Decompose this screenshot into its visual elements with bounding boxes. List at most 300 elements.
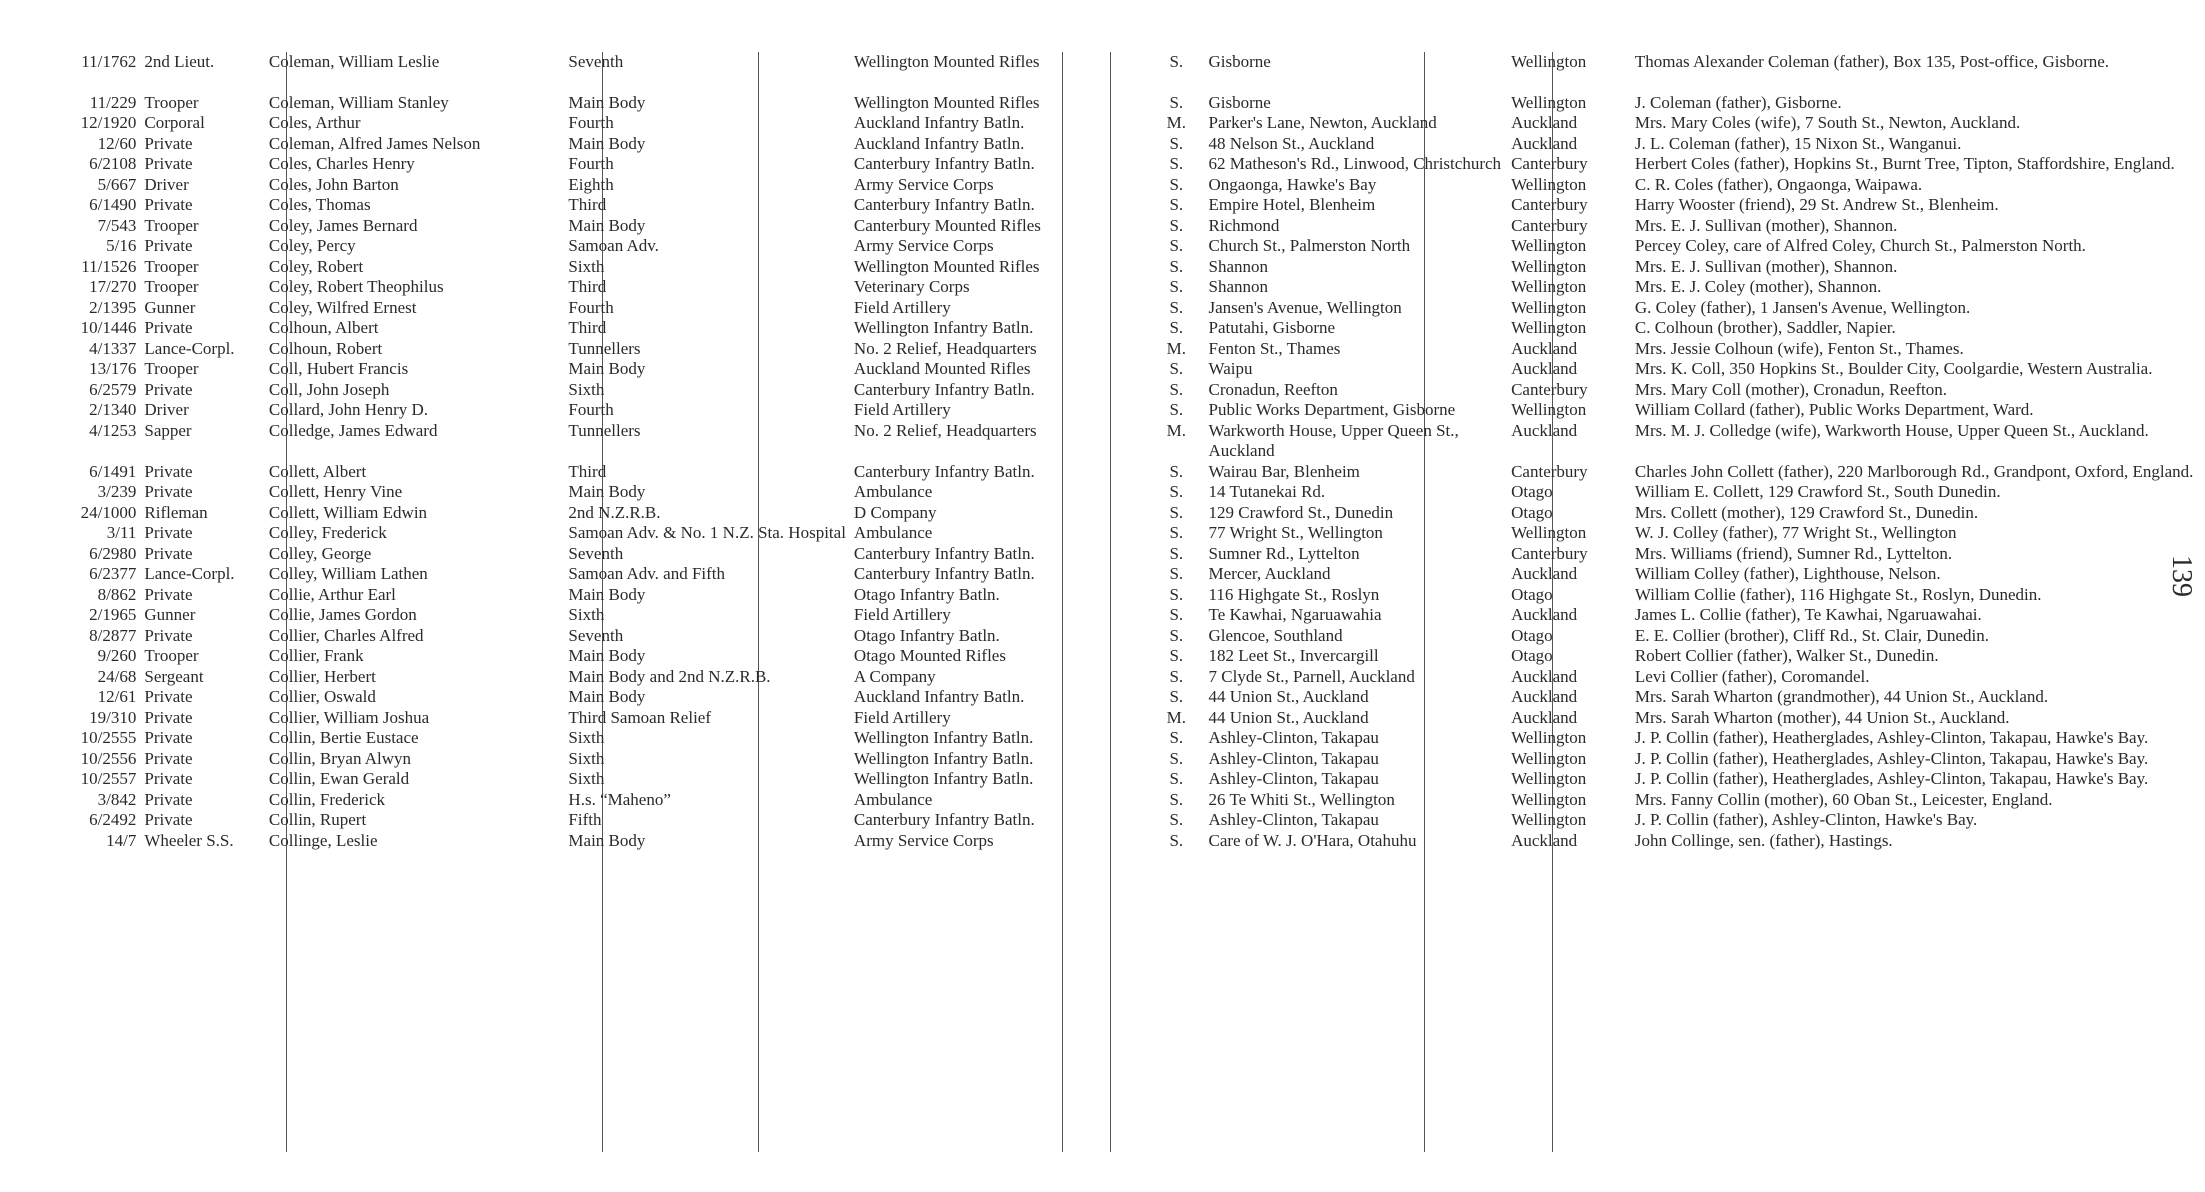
draft-unit: Sixth: [568, 256, 605, 276]
regimental-number: 4/1253: [89, 420, 137, 440]
corps: Army Service Corps: [853, 236, 994, 255]
rank: Private: [144, 728, 193, 747]
rank: Trooper: [144, 256, 199, 276]
last-address: Ashley-Clinton, Takapau: [1208, 769, 1379, 788]
table-row: [48, 523, 2205, 544]
soldier-name: Colhoun, Albert: [268, 318, 379, 337]
last-address: Care of W. J. O'Hara, Otahuhu: [1208, 830, 1417, 850]
table-row: [48, 277, 2205, 298]
marital-status: S.: [1169, 769, 1184, 788]
regimental-number: 6/2377: [89, 564, 137, 583]
next-of-kin: Mrs. M. J. Colledge (wife), Warkworth House, Upper Queen St., Auckland.: [1634, 420, 2149, 440]
regimental-number: 5/667: [97, 174, 137, 194]
regimental-number: 17/270: [89, 277, 137, 296]
marital-status: S.: [1169, 789, 1184, 809]
regimental-number: 5/16: [106, 236, 137, 255]
draft-unit: Third: [568, 318, 607, 337]
soldier-name: Colley, Frederick: [268, 523, 387, 542]
draft-unit: Samoan Adv. and Fifth: [568, 564, 726, 583]
rank: 2nd Lieut.: [144, 52, 215, 71]
soldier-name: Collin, Bertie Eustace: [268, 728, 419, 747]
corps: Otago Infantry Batln.: [853, 625, 1000, 645]
rank: Sapper: [144, 420, 192, 440]
military-district: Wellington: [1511, 318, 1587, 337]
rank: Private: [144, 687, 193, 706]
last-address: Patutahi, Gisborne: [1208, 318, 1336, 337]
nominal-roll-table: [48, 52, 2205, 851]
rank: Private: [144, 584, 193, 604]
corps: No. 2 Relief, Headquarters: [853, 420, 1037, 440]
corps: Canterbury Infantry Batln.: [853, 154, 1035, 173]
marital-status: S.: [1169, 154, 1184, 173]
soldier-name: Collett, William Edwin: [268, 502, 428, 522]
draft-unit: 2nd N.Z.R.B.: [568, 502, 661, 522]
next-of-kin: Thomas Alexander Coleman (father), Box 135, Post-office, Gisborne.: [1634, 52, 2110, 71]
soldier-name: Collie, James Gordon: [268, 605, 417, 624]
corps: No. 2 Relief, Headquarters: [853, 338, 1037, 358]
military-district: Auckland: [1511, 605, 1578, 624]
last-address: Ongaonga, Hawke's Bay: [1208, 174, 1377, 194]
regimental-number: 10/2557: [80, 769, 137, 788]
draft-unit: Fifth: [568, 810, 602, 829]
last-address: Sumner Rd., Lyttelton: [1208, 543, 1360, 563]
soldier-name: Collier, William Joshua: [268, 707, 430, 727]
table-row: [48, 421, 2205, 462]
draft-unit: Fourth: [568, 154, 614, 173]
next-of-kin: Mrs. Sarah Wharton (grandmother), 44 Union St., Auckland.: [1634, 687, 2049, 706]
rank: Driver: [144, 400, 189, 419]
table-row: [48, 728, 2205, 749]
regimental-number: 11/229: [89, 92, 137, 112]
regimental-number: 2/1965: [89, 605, 137, 624]
table-row: [48, 462, 2205, 483]
soldier-name: Coley, James Bernard: [268, 215, 418, 235]
marital-status: M.: [1166, 420, 1187, 440]
military-district: Wellington: [1511, 728, 1587, 747]
draft-unit: Third: [568, 461, 607, 481]
military-district: Auckland: [1511, 666, 1578, 686]
next-of-kin: William Colley (father), Lighthouse, Nelson.: [1634, 564, 1941, 583]
soldier-name: Coles, Charles Henry: [268, 154, 415, 173]
table-row: [48, 52, 2205, 73]
rank: Private: [144, 461, 193, 481]
next-of-kin: W. J. Colley (father), 77 Wright St., Wellington: [1634, 523, 1957, 542]
rank: Private: [144, 543, 193, 563]
last-address: Church St., Palmerston North: [1208, 236, 1411, 255]
last-address: Richmond: [1208, 215, 1280, 235]
soldier-name: Collinge, Leslie: [268, 830, 378, 850]
table-row: [48, 298, 2205, 319]
rank: Private: [144, 789, 193, 809]
next-of-kin: C. R. Coles (father), Ongaonga, Waipawa.: [1634, 174, 1923, 194]
marital-status: S.: [1169, 830, 1184, 850]
draft-unit: Seventh: [568, 625, 624, 645]
draft-unit: Main Body: [568, 359, 646, 378]
military-district: Otago: [1511, 625, 1553, 645]
last-address: Wairau Bar, Blenheim: [1208, 461, 1360, 481]
corps: Army Service Corps: [853, 174, 994, 194]
rank: Private: [144, 379, 193, 399]
rank: Private: [144, 195, 193, 214]
draft-unit: Main Body: [568, 584, 646, 604]
marital-status: S.: [1169, 400, 1184, 419]
draft-unit: Eighth: [568, 174, 614, 194]
marital-status: M.: [1166, 338, 1187, 358]
next-of-kin: C. Colhoun (brother), Saddler, Napier.: [1634, 318, 1896, 337]
table-row: [48, 339, 2205, 360]
soldier-name: Coleman, William Leslie: [268, 52, 440, 71]
regimental-number: 7/543: [97, 215, 137, 235]
regimental-number: 12/61: [97, 687, 137, 706]
military-district: Wellington: [1511, 789, 1587, 809]
rank: Lance-Corpl.: [144, 564, 235, 583]
soldier-name: Collin, Rupert: [268, 810, 367, 829]
rank: Trooper: [144, 359, 199, 378]
corps: Canterbury Infantry Batln.: [853, 461, 1035, 481]
regimental-number: 12/1920: [80, 113, 137, 132]
regimental-number: 3/842: [97, 789, 137, 809]
last-address: Te Kawhai, Ngaruawahia: [1208, 605, 1382, 624]
regimental-number: 4/1337: [89, 338, 137, 358]
military-district: Auckland: [1511, 707, 1578, 727]
regimental-number: 10/2555: [80, 728, 137, 747]
rank: Corporal: [144, 113, 205, 132]
regimental-number: 11/1526: [81, 256, 137, 276]
next-of-kin: J. P. Collin (father), Heatherglades, Ashley-Clinton, Takapau, Hawke's Bay.: [1634, 728, 2149, 747]
next-of-kin: Mrs. Collett (mother), 129 Crawford St., Dunedin.: [1634, 502, 1979, 522]
last-address: Ashley-Clinton, Takapau: [1208, 728, 1379, 747]
corps: Auckland Infantry Batln.: [853, 133, 1025, 153]
draft-unit: Main Body: [568, 482, 646, 501]
rank: Rifleman: [144, 502, 208, 522]
last-address: 26 Te Whiti St., Wellington: [1208, 789, 1395, 809]
marital-status: S.: [1169, 297, 1184, 317]
corps: Canterbury Mounted Rifles: [853, 215, 1041, 235]
next-of-kin: Robert Collier (father), Walker St., Dunedin.: [1634, 646, 1939, 665]
marital-status: S.: [1169, 52, 1184, 71]
military-district: Canterbury: [1511, 379, 1588, 399]
last-address: Mercer, Auckland: [1208, 564, 1331, 583]
marital-status: S.: [1169, 564, 1184, 583]
rank: Trooper: [144, 277, 199, 296]
draft-unit: Tunnellers: [568, 338, 641, 358]
soldier-name: Collard, John Henry D.: [268, 400, 429, 419]
regimental-number: 24/68: [97, 666, 137, 686]
regimental-number: 6/2492: [89, 810, 137, 829]
draft-unit: Main Body: [568, 830, 646, 850]
last-address: Shannon: [1208, 256, 1269, 276]
marital-status: S.: [1169, 502, 1184, 522]
regimental-number: 6/2108: [89, 154, 137, 173]
soldier-name: Coles, Arthur: [268, 113, 361, 132]
draft-unit: Fourth: [568, 113, 614, 132]
table-row: [48, 810, 2205, 831]
table-row: [48, 749, 2205, 770]
corps: Canterbury Infantry Batln.: [853, 543, 1035, 563]
corps: Field Artillery: [853, 605, 951, 624]
table-row: [48, 318, 2205, 339]
corps: Wellington Infantry Batln.: [853, 728, 1034, 747]
table-row: [48, 646, 2205, 667]
draft-unit: Third: [568, 277, 607, 296]
table-row: [48, 134, 2205, 155]
military-district: Otago: [1511, 584, 1553, 604]
regimental-number: 3/11: [106, 523, 137, 542]
next-of-kin: Mrs. E. J. Sullivan (mother), Shannon.: [1634, 215, 1898, 235]
corps: Canterbury Infantry Batln.: [853, 379, 1035, 399]
page-number: 139: [2166, 555, 2197, 597]
regimental-number: 6/2980: [89, 543, 137, 563]
soldier-name: Coles, Thomas: [268, 195, 371, 214]
military-district: Auckland: [1511, 687, 1578, 706]
table-row: [48, 154, 2205, 175]
marital-status: S.: [1169, 133, 1184, 153]
next-of-kin: James L. Collie (father), Te Kawhai, Ngaruawahai.: [1634, 605, 1982, 624]
military-district: Otago: [1511, 646, 1553, 665]
military-district: Canterbury: [1511, 154, 1588, 173]
marital-status: S.: [1169, 605, 1184, 624]
next-of-kin: G. Coley (father), 1 Jansen's Avenue, Wellington.: [1634, 297, 1971, 317]
table-row: [48, 195, 2205, 216]
next-of-kin: Mrs. Mary Coll (mother), Cronadun, Reefton.: [1634, 379, 1947, 399]
draft-unit: Sixth: [568, 605, 605, 624]
marital-status: S.: [1169, 236, 1184, 255]
rank: Wheeler S.S.: [144, 830, 234, 850]
table-row: [48, 585, 2205, 606]
soldier-name: Collin, Bryan Alwyn: [268, 748, 412, 768]
soldier-name: Coleman, William Stanley: [268, 92, 449, 112]
corps: D Company: [853, 502, 937, 522]
corps: Wellington Mounted Rifles: [853, 92, 1040, 112]
draft-unit: Seventh: [568, 543, 624, 563]
corps: Auckland Infantry Batln.: [853, 113, 1025, 132]
military-district: Canterbury: [1511, 461, 1588, 481]
marital-status: S.: [1169, 461, 1184, 481]
table-row: [48, 359, 2205, 380]
table-row: [48, 93, 2205, 114]
soldier-name: Colledge, James Edward: [268, 420, 438, 440]
marital-status: M.: [1166, 113, 1187, 132]
draft-unit: Seventh: [568, 52, 624, 71]
corps: A Company: [853, 666, 936, 686]
marital-status: S.: [1169, 810, 1184, 829]
last-address: Gisborne: [1208, 52, 1271, 71]
draft-unit: Samoan Adv. & No. 1 N.Z. Sta. Hospital: [568, 523, 846, 542]
soldier-name: Collier, Oswald: [268, 687, 376, 706]
next-of-kin: Percey Coley, care of Alfred Coley, Church St., Palmerston North.: [1634, 236, 2086, 255]
draft-unit: Main Body: [568, 215, 646, 235]
military-district: Wellington: [1511, 277, 1587, 296]
next-of-kin: Mrs. Sarah Wharton (mother), 44 Union St., Auckland.: [1634, 707, 2010, 727]
next-of-kin: Mrs. K. Coll, 350 Hopkins St., Boulder City, Coolgardie, Western Australia.: [1634, 359, 2153, 378]
corps: Otago Infantry Batln.: [853, 584, 1000, 604]
rank: Private: [144, 769, 193, 788]
military-district: Wellington: [1511, 810, 1587, 829]
table-row: [48, 257, 2205, 278]
marital-status: S.: [1169, 687, 1184, 706]
soldier-name: Coley, Robert Theophilus: [268, 277, 444, 296]
military-district: Auckland: [1511, 420, 1578, 440]
soldier-name: Coley, Wilfred Ernest: [268, 297, 417, 317]
corps: Canterbury Infantry Batln.: [853, 564, 1035, 583]
rank: Private: [144, 810, 193, 829]
soldier-name: Colley, William Lathen: [268, 564, 428, 583]
regimental-number: 8/862: [97, 584, 137, 604]
next-of-kin: William Collie (father), 116 Highgate St., Roslyn, Dunedin.: [1634, 584, 2042, 604]
military-district: Auckland: [1511, 113, 1578, 132]
soldier-name: Coll, Hubert Francis: [268, 359, 409, 378]
next-of-kin: J. P. Collin (father), Heatherglades, Ashley-Clinton, Takapau, Hawke's Bay.: [1634, 748, 2149, 768]
corps: Wellington Infantry Batln.: [853, 769, 1034, 788]
table-row: [48, 831, 2205, 852]
marital-status: S.: [1169, 584, 1184, 604]
soldier-name: Coles, John Barton: [268, 174, 399, 194]
soldier-name: Collier, Herbert: [268, 666, 376, 686]
row-spacer: [48, 73, 2205, 93]
marital-status: S.: [1169, 318, 1184, 337]
corps: Auckland Mounted Rifles: [853, 359, 1031, 378]
marital-status: S.: [1169, 748, 1184, 768]
marital-status: S.: [1169, 379, 1184, 399]
marital-status: S.: [1169, 543, 1184, 563]
last-address: 116 Highgate St., Roslyn: [1208, 584, 1380, 604]
draft-unit: Fourth: [568, 400, 614, 419]
draft-unit: Samoan Adv.: [568, 236, 659, 255]
military-district: Auckland: [1511, 830, 1578, 850]
regimental-number: 10/2556: [80, 748, 137, 768]
next-of-kin: Mrs. Mary Coles (wife), 7 South St., Newton, Auckland.: [1634, 113, 2021, 132]
regimental-number: 13/176: [89, 359, 137, 378]
soldier-name: Collier, Charles Alfred: [268, 625, 424, 645]
military-district: Otago: [1511, 502, 1553, 522]
table-row: [48, 175, 2205, 196]
marital-status: S.: [1169, 359, 1184, 378]
draft-unit: Sixth: [568, 769, 605, 788]
draft-unit: Main Body: [568, 646, 646, 665]
soldier-name: Collin, Ewan Gerald: [268, 769, 410, 788]
next-of-kin: J. Coleman (father), Gisborne.: [1634, 92, 1842, 112]
military-district: Wellington: [1511, 52, 1587, 71]
last-address: 48 Nelson St., Auckland: [1208, 133, 1375, 153]
military-district: Canterbury: [1511, 543, 1588, 563]
last-address: 129 Crawford St., Dunedin: [1208, 502, 1394, 522]
corps: Army Service Corps: [853, 830, 994, 850]
soldier-name: Colhoun, Robert: [268, 338, 383, 358]
next-of-kin: Mrs. E. J. Sullivan (mother), Shannon.: [1634, 256, 1898, 276]
soldier-name: Coley, Percy: [268, 236, 356, 255]
military-district: Auckland: [1511, 359, 1578, 378]
next-of-kin: J. P. Collin (father), Ashley-Clinton, Hawke's Bay.: [1634, 810, 1978, 829]
corps: Wellington Mounted Rifles: [853, 256, 1040, 276]
rank: Private: [144, 748, 193, 768]
military-district: Auckland: [1511, 133, 1578, 153]
regimental-number: 9/260: [97, 646, 137, 665]
regimental-number: 6/1490: [89, 195, 137, 214]
table-row: [48, 667, 2205, 688]
last-address: 182 Leet St., Invercargill: [1208, 646, 1379, 665]
last-address: 44 Union St., Auckland: [1208, 707, 1369, 727]
table-row: [48, 790, 2205, 811]
marital-status: S.: [1169, 646, 1184, 665]
table-row: [48, 380, 2205, 401]
draft-unit: Third Samoan Relief: [568, 707, 711, 727]
table-row: [48, 236, 2205, 257]
corps: Field Artillery: [853, 400, 951, 419]
table-row: [48, 605, 2205, 626]
last-address: Ashley-Clinton, Takapau: [1208, 748, 1379, 768]
regimental-number: 11/1762: [81, 52, 137, 71]
regimental-number: 14/7: [106, 830, 137, 850]
corps: Canterbury Infantry Batln.: [853, 810, 1035, 829]
military-district: Wellington: [1511, 297, 1587, 317]
rank: Trooper: [144, 215, 199, 235]
marital-status: S.: [1169, 174, 1184, 194]
marital-status: S.: [1169, 277, 1184, 296]
last-address: Cronadun, Reefton: [1208, 379, 1338, 399]
rank: Private: [144, 236, 193, 255]
next-of-kin: Herbert Coles (father), Hopkins St., Burnt Tree, Tipton, Staffordshire, England.: [1634, 154, 2175, 173]
last-address: Empire Hotel, Blenheim: [1208, 195, 1376, 214]
last-address: 77 Wright St., Wellington: [1208, 523, 1383, 542]
rank: Private: [144, 523, 193, 542]
last-address: Public Works Department, Gisborne: [1208, 400, 1456, 419]
table-row: [48, 564, 2205, 585]
corps: Canterbury Infantry Batln.: [853, 195, 1035, 214]
military-district: Otago: [1511, 482, 1553, 501]
draft-unit: H.s. “Maheno”: [568, 789, 671, 809]
military-district: Wellington: [1511, 769, 1587, 788]
table-row: [48, 113, 2205, 134]
next-of-kin: John Collinge, sen. (father), Hastings.: [1634, 830, 1893, 850]
military-district: Auckland: [1511, 564, 1578, 583]
last-address: 62 Matheson's Rd., Linwood, Christchurch: [1208, 154, 1502, 173]
last-address: 14 Tutanekai Rd.: [1208, 482, 1326, 501]
corps: Ambulance: [853, 482, 933, 501]
draft-unit: Sixth: [568, 379, 605, 399]
corps: Wellington Infantry Batln.: [853, 748, 1034, 768]
table-row: [48, 400, 2205, 421]
regimental-number: 19/310: [89, 707, 137, 727]
table-row: [48, 216, 2205, 237]
rank: Gunner: [144, 297, 196, 317]
corps: Veterinary Corps: [853, 277, 970, 296]
military-district: Wellington: [1511, 748, 1587, 768]
military-district: Canterbury: [1511, 195, 1588, 214]
corps: Wellington Infantry Batln.: [853, 318, 1034, 337]
regimental-number: 10/1446: [80, 318, 137, 337]
marital-status: S.: [1169, 482, 1184, 501]
last-address: Shannon: [1208, 277, 1269, 296]
rank: Sergeant: [144, 666, 204, 686]
military-district: Canterbury: [1511, 215, 1588, 235]
marital-status: S.: [1169, 215, 1184, 235]
last-address: Glencoe, Southland: [1208, 625, 1343, 645]
rank: Private: [144, 318, 193, 337]
soldier-name: Coleman, Alfred James Nelson: [268, 133, 481, 153]
regimental-number: 2/1340: [89, 400, 137, 419]
last-address: Ashley-Clinton, Takapau: [1208, 810, 1379, 829]
marital-status: S.: [1169, 256, 1184, 276]
marital-status: S.: [1169, 195, 1184, 214]
soldier-name: Coll, John Joseph: [268, 379, 390, 399]
next-of-kin: Mrs. Fanny Collin (mother), 60 Oban St., Leicester, England.: [1634, 789, 2053, 809]
rank: Trooper: [144, 646, 199, 665]
table-row: [48, 482, 2205, 503]
regimental-number: 6/1491: [89, 461, 137, 481]
last-address: Gisborne: [1208, 92, 1271, 112]
military-district: Wellington: [1511, 523, 1587, 542]
soldier-name: Collett, Henry Vine: [268, 482, 403, 501]
